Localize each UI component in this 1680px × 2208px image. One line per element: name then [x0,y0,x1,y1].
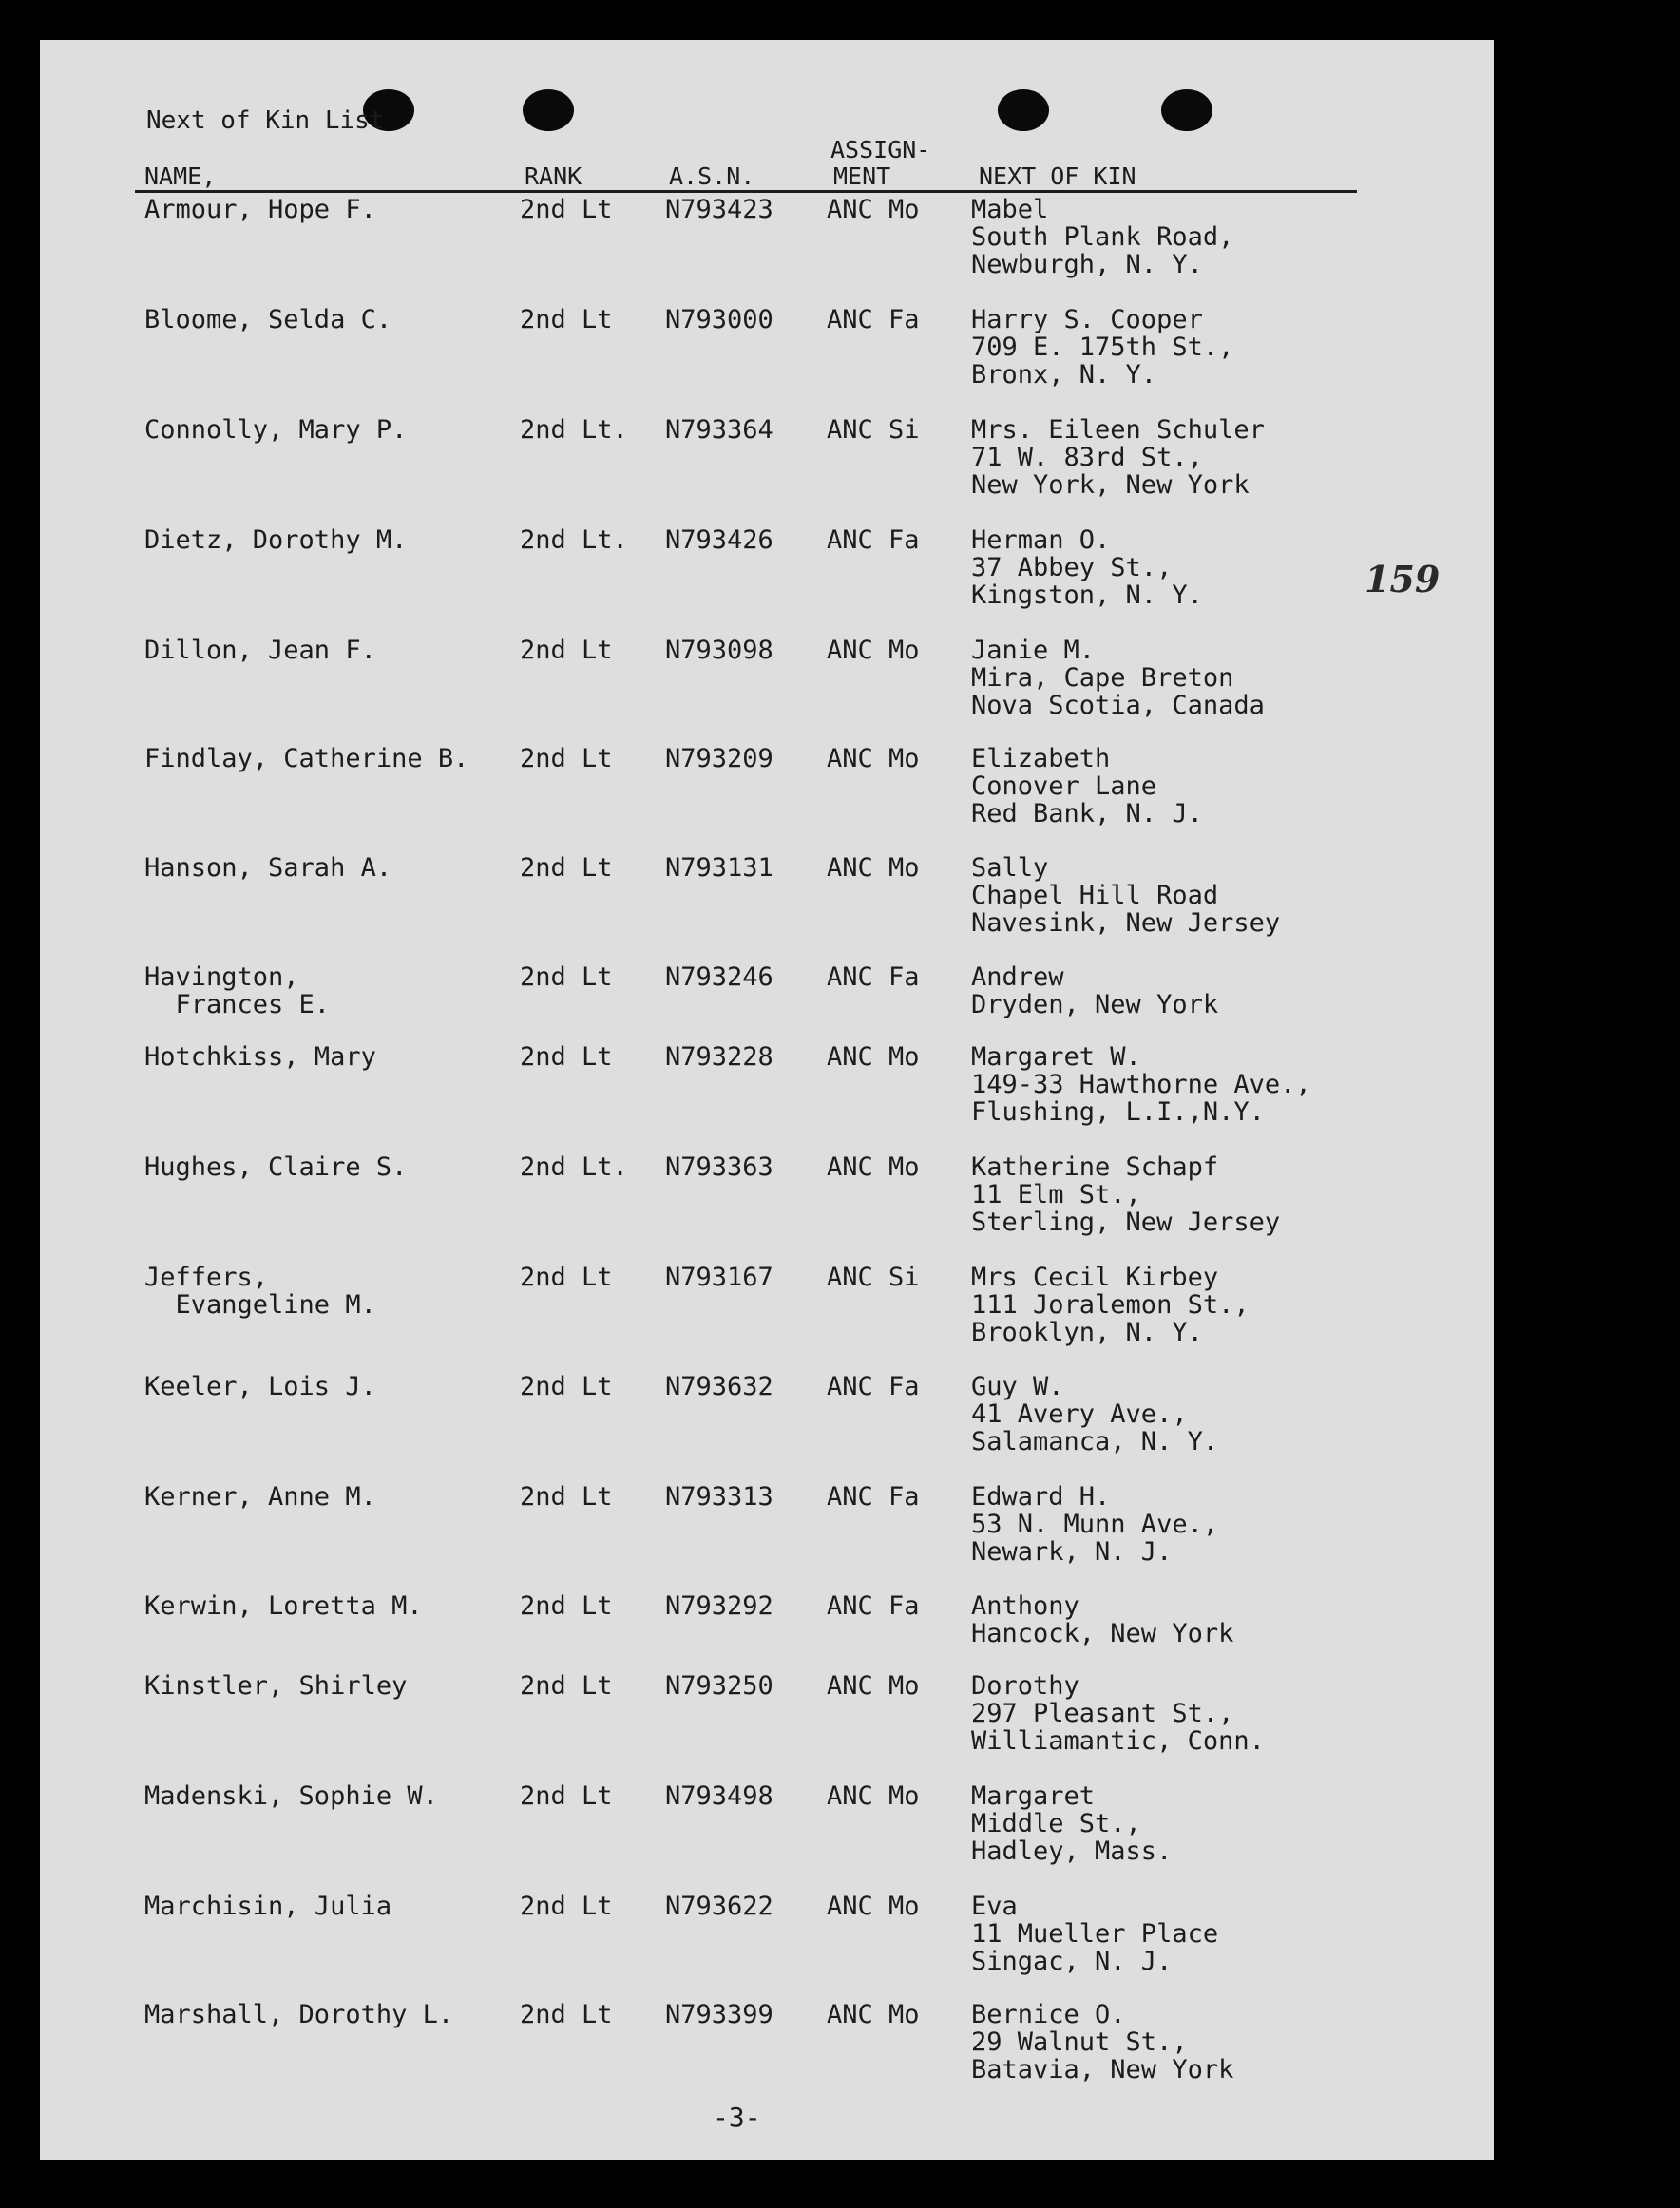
kin-line: Bronx, N. Y. [971,360,1157,390]
kin-line: 297 Pleasant St., [971,1699,1234,1728]
kin-line: Kingston, N. Y. [971,581,1203,610]
kin-line: Flushing, L.I.,N.Y. [971,1097,1265,1127]
kin-line: Mrs. Eileen Schuler [971,415,1265,445]
entry-assignment: ANC Si [827,415,920,445]
entry-assignment: ANC Fa [827,305,920,334]
entry-asn: N793364 [665,415,773,445]
entry-asn: N793098 [665,636,773,665]
entry-asn: N793292 [665,1591,773,1621]
kin-line: Harry S. Cooper [971,305,1203,334]
kin-line: Sally [971,853,1049,883]
entry-name: Marshall, Dorothy L. [144,2000,454,2029]
entry-rank: 2nd Lt [520,853,613,883]
entry-next-of-kin [971,1592,1233,1647]
entry-next-of-kin [971,1893,1218,1975]
entry-assignment: ANC Mo [827,195,920,224]
kin-line: 11 Mueller Place [971,1919,1219,1949]
kin-line: Mira, Cape Breton [971,663,1234,693]
kin-line: Newark, N. J. [971,1537,1173,1567]
entry-next-of-kin [971,1153,1280,1236]
entry-name: Keeler, Lois J. [144,1372,376,1401]
entry-name: Bloome, Selda C. [144,305,392,334]
kin-line: Herman O. [971,525,1111,555]
entry-rank: 2nd Lt [520,195,613,224]
entry-rank: 2nd Lt [520,1591,613,1621]
kin-line: 709 E. 175th St., [971,333,1234,362]
entry-next-of-kin [971,196,1233,278]
entry-next-of-kin [971,2001,1233,2084]
entry-name: Havington, Frances E. [144,962,331,1019]
entry-rank: 2nd Lt [520,1372,613,1401]
kin-line: Conover Lane [971,771,1157,801]
entry-rank: 2nd Lt. [520,525,628,555]
header-rule [135,190,1357,193]
entry-rank: 2nd Lt [520,1042,613,1072]
entry-asn: N793632 [665,1372,773,1401]
entry-name: Hughes, Claire S. [144,1152,408,1182]
entry-rank: 2nd Lt [520,2000,613,2029]
entry-rank: 2nd Lt [520,1482,613,1512]
entry-rank: 2nd Lt [520,305,613,334]
entry-rank: 2nd Lt [520,1671,613,1701]
entry-name: Madenski, Sophie W. [144,1781,438,1811]
entry-name: Dillon, Jean F. [144,636,376,665]
entry-next-of-kin [971,416,1265,499]
entry-rank: 2nd Lt [520,1263,613,1292]
document-page [40,40,1494,2160]
kin-line: Red Bank, N. J. [971,799,1203,828]
entry-next-of-kin [971,1672,1265,1755]
kin-line: Hadley, Mass. [971,1837,1173,1866]
column-header-next-of-kin: NEXT OF KIN [979,162,1136,190]
kin-line: Bernice O. [971,2000,1126,2029]
kin-line: Hancock, New York [971,1619,1234,1648]
entry-assignment: ANC Mo [827,744,920,773]
entry-assignment: ANC Mo [827,1671,920,1701]
kin-line: 71 W. 83rd St., [971,443,1203,472]
entry-asn: N793250 [665,1671,773,1701]
entry-next-of-kin [971,306,1233,389]
entry-name: Kinstler, Shirley [144,1671,408,1701]
column-header-assignment-bottom: MENT [833,162,891,190]
entry-next-of-kin [971,637,1265,719]
kin-line: New York, New York [971,470,1250,500]
kin-line: Katherine Schapf [971,1152,1219,1182]
entry-name: Dietz, Dorothy M. [144,525,408,555]
kin-line: 37 Abbey St., [971,553,1173,582]
entry-asn: N793426 [665,525,773,555]
entry-assignment: ANC Mo [827,1152,920,1182]
kin-line: Eva [971,1892,1018,1921]
kin-line: Batavia, New York [971,2055,1234,2084]
entry-next-of-kin [971,963,1218,1018]
kin-line: Sterling, New Jersey [971,1208,1281,1237]
column-header-rank: RANK [525,162,582,190]
entry-next-of-kin [971,1264,1250,1346]
entry-next-of-kin [971,1782,1172,1865]
kin-line: 53 N. Munn Ave., [971,1510,1219,1539]
entry-assignment: ANC Fa [827,1372,920,1401]
entry-asn: N793167 [665,1263,773,1292]
kin-line: Mrs Cecil Kirbey [971,1263,1219,1292]
entry-rank: 2nd Lt [520,1781,613,1811]
entry-asn: N793399 [665,2000,773,2029]
entry-name: Connolly, Mary P. [144,415,408,445]
entry-assignment: ANC Mo [827,853,920,883]
entry-asn: N793498 [665,1781,773,1811]
kin-line: 29 Walnut St., [971,2027,1188,2057]
entry-assignment: ANC Mo [827,1781,920,1811]
entry-name: Jeffers, Evangeline M. [144,1263,376,1320]
punch-hole [523,89,574,131]
entry-asn: N793246 [665,962,773,992]
kin-line: Newburgh, N. Y. [971,250,1203,279]
page-title: Next of Kin List [146,106,385,135]
entry-next-of-kin [971,1043,1311,1126]
kin-line: Edward H. [971,1482,1111,1512]
column-header-name: NAME, [144,162,217,190]
entry-name: Armour, Hope F. [144,195,376,224]
entry-assignment: ANC Mo [827,636,920,665]
entry-assignment: ANC Fa [827,962,920,992]
entry-rank: 2nd Lt [520,1892,613,1921]
entry-name: Kerner, Anne M. [144,1482,376,1512]
kin-line: Brooklyn, N. Y. [971,1318,1203,1347]
page-number: -3- [713,2102,761,2133]
entry-asn: N793423 [665,195,773,224]
entry-name: Hotchkiss, Mary [144,1042,376,1072]
entry-name: Hanson, Sarah A. [144,853,392,883]
kin-line: Salamanca, N. Y. [971,1427,1219,1456]
kin-line: 11 Elm St., [971,1180,1141,1209]
entry-assignment: ANC Mo [827,1042,920,1072]
kin-line: 41 Avery Ave., [971,1399,1188,1429]
punch-hole [1161,89,1212,131]
entry-assignment: ANC Fa [827,1482,920,1512]
column-header-assignment-top: ASSIGN- [830,136,931,163]
entry-asn: N793313 [665,1482,773,1512]
entry-asn: N793622 [665,1892,773,1921]
entry-assignment: ANC Si [827,1263,920,1292]
entry-asn: N793209 [665,744,773,773]
kin-line: Andrew [971,962,1064,992]
entry-name: Kerwin, Loretta M. [144,1591,423,1621]
entry-name: Findlay, Catherine B. [144,744,469,773]
kin-line: Margaret W. [971,1042,1141,1072]
kin-line: Williamantic, Conn. [971,1726,1265,1756]
entry-next-of-kin [971,1373,1218,1456]
kin-line: Singac, N. J. [971,1947,1173,1976]
kin-line: Anthony [971,1591,1079,1621]
kin-line: 149-33 Hawthorne Ave., [971,1070,1311,1099]
entry-next-of-kin [971,1483,1218,1566]
entry-assignment: ANC Fa [827,1591,920,1621]
kin-line: Elizabeth [971,744,1111,773]
entry-asn: N793363 [665,1152,773,1182]
kin-line: Nova Scotia, Canada [971,691,1265,720]
kin-line: Dryden, New York [971,990,1219,1019]
kin-line: Dorothy [971,1671,1079,1701]
kin-line: Guy W. [971,1372,1064,1401]
kin-line: Middle St., [971,1809,1141,1838]
entry-rank: 2nd Lt [520,636,613,665]
entry-next-of-kin [971,745,1203,828]
entry-name: Marchisin, Julia [144,1892,392,1921]
kin-line: Chapel Hill Road [971,881,1219,910]
entry-rank: 2nd Lt [520,962,613,992]
kin-line: Navesink, New Jersey [971,908,1281,938]
entry-rank: 2nd Lt [520,744,613,773]
kin-line: Margaret [971,1781,1096,1811]
entry-asn: N793000 [665,305,773,334]
entry-rank: 2nd Lt. [520,1152,628,1182]
kin-line: Mabel [971,195,1049,224]
entry-assignment: ANC Mo [827,2000,920,2029]
entry-asn: N793228 [665,1042,773,1072]
entry-next-of-kin [971,854,1280,937]
kin-line: Janie M. [971,636,1096,665]
entry-next-of-kin [971,526,1203,609]
entry-assignment: ANC Fa [827,525,920,555]
kin-line: 111 Joralemon St., [971,1290,1250,1320]
entry-asn: N793131 [665,853,773,883]
kin-line: South Plank Road, [971,222,1234,252]
entry-assignment: ANC Mo [827,1892,920,1921]
stamp-number: 159 [1365,558,1441,600]
entry-rank: 2nd Lt. [520,415,628,445]
column-header-asn: A.S.N. [669,162,755,190]
punch-hole [998,89,1049,131]
